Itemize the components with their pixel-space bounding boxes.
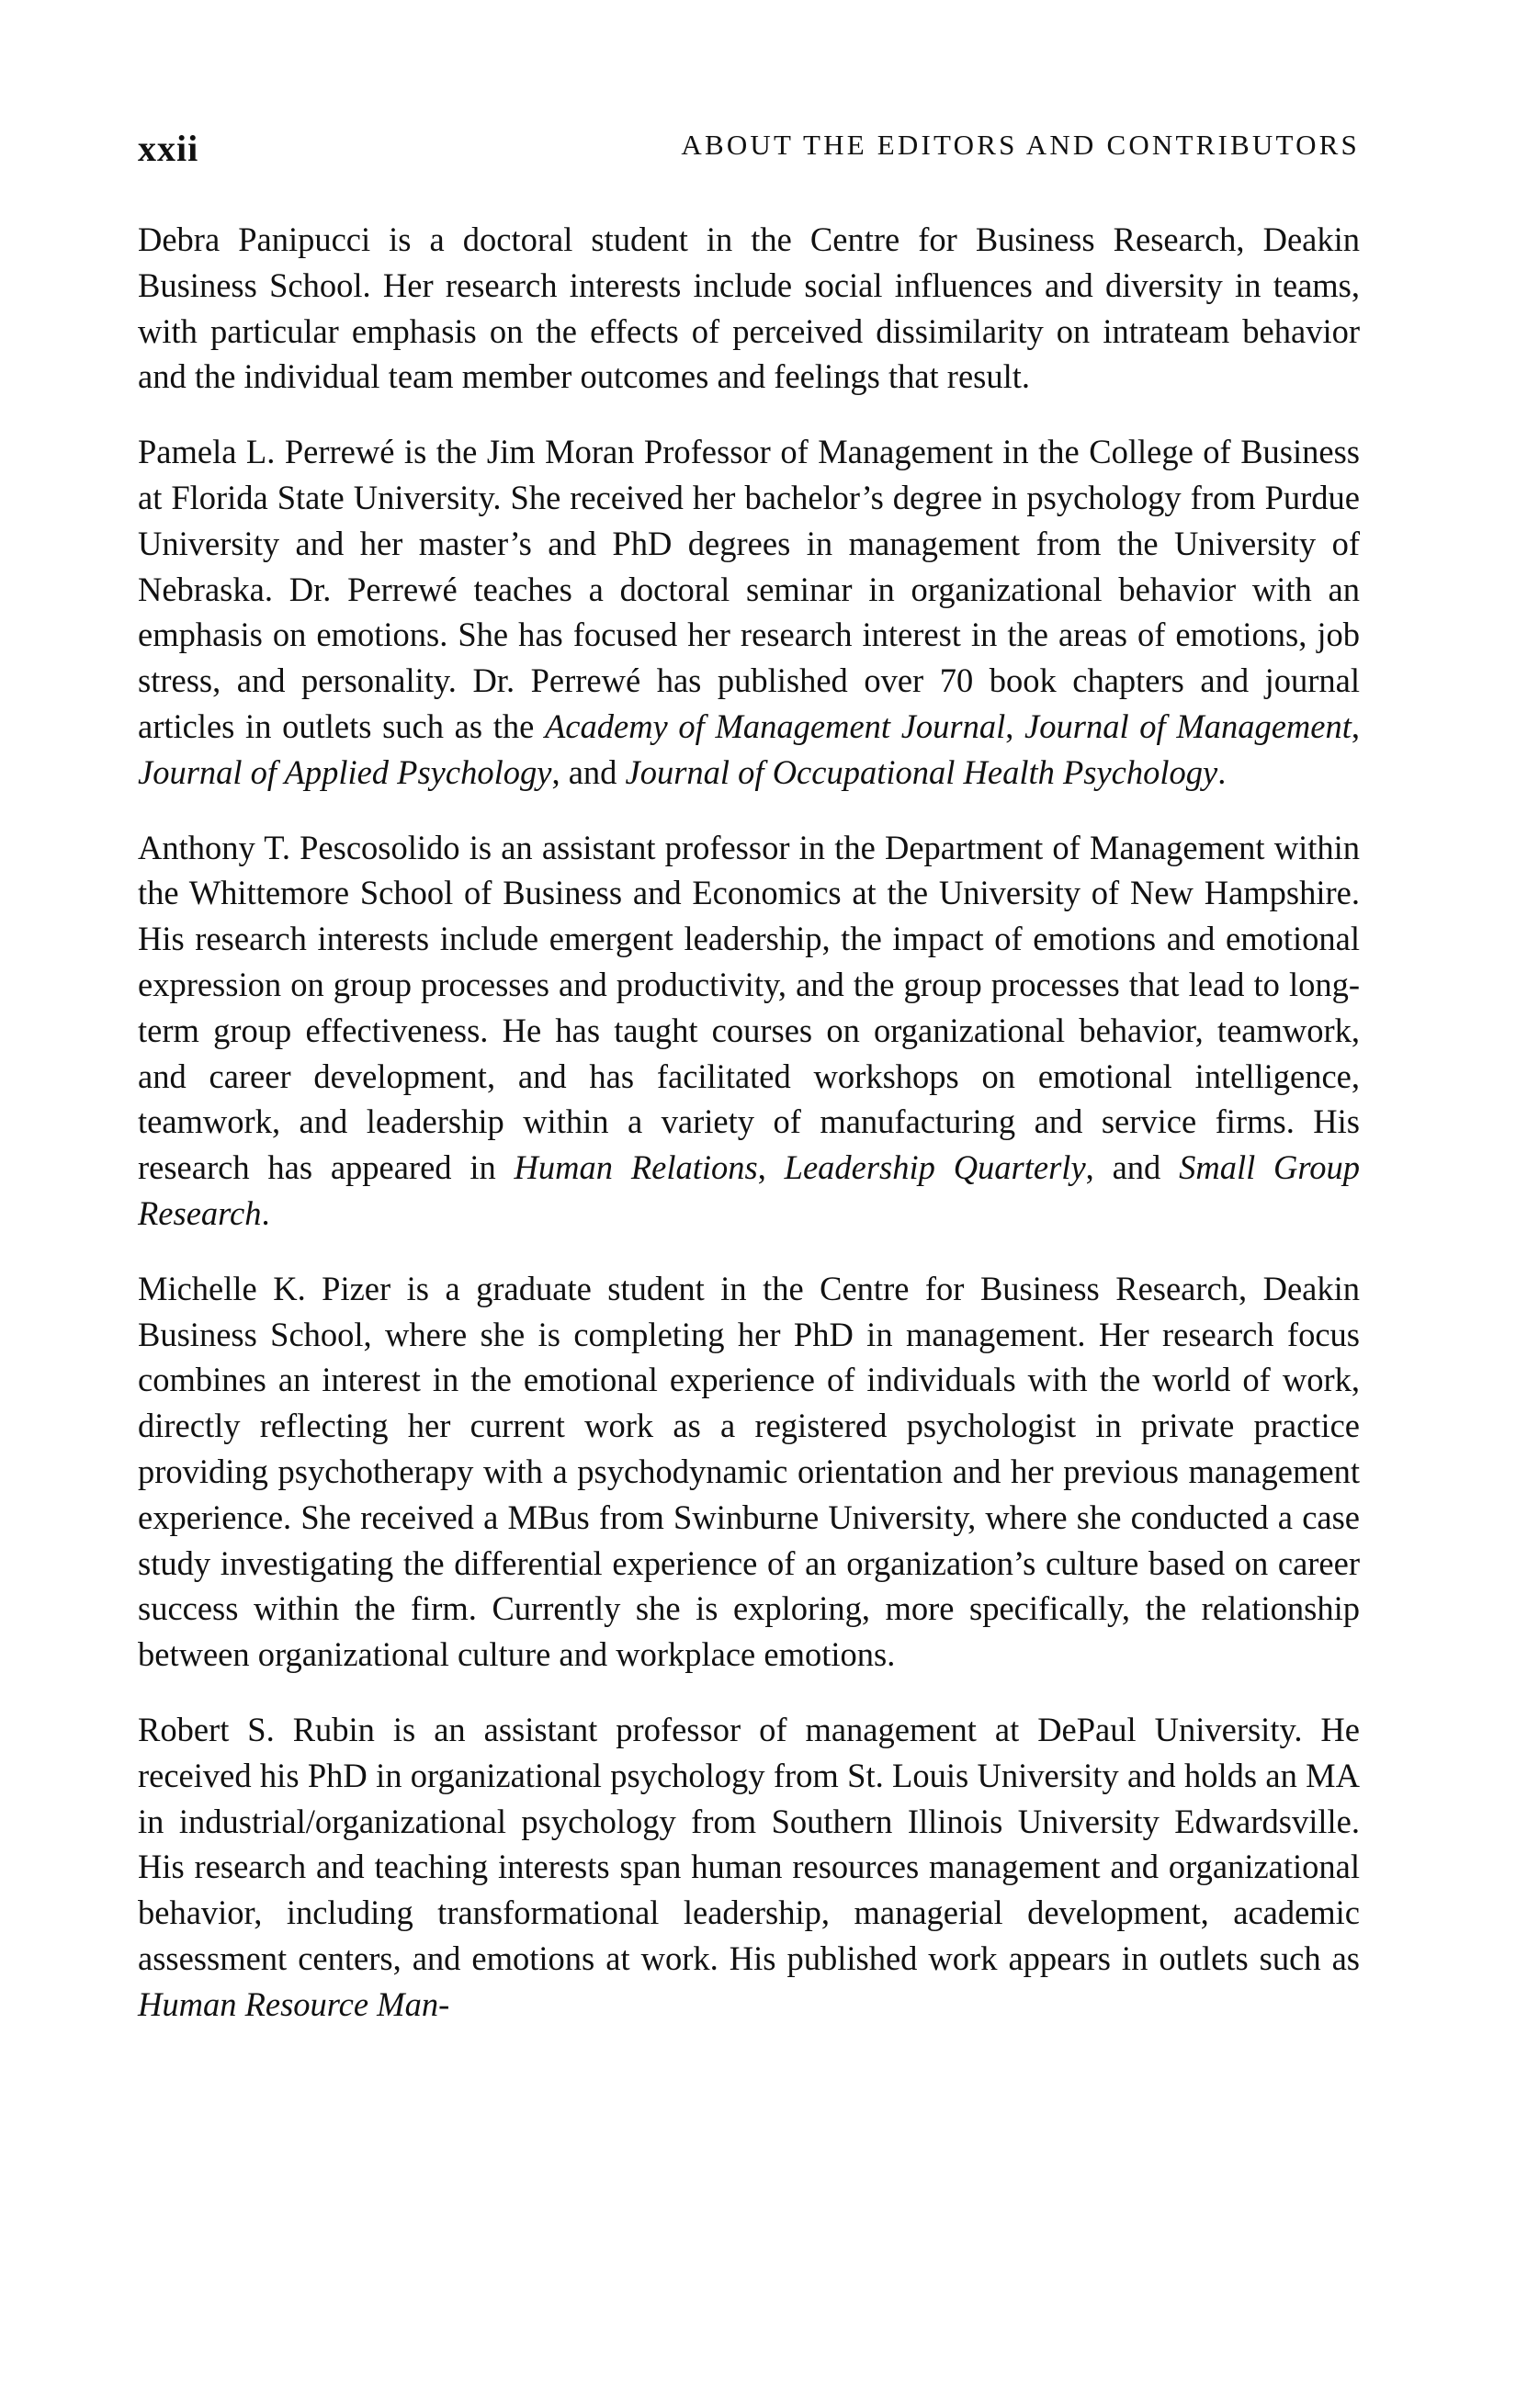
page-number: xxii xyxy=(138,128,199,169)
journal-title: Human Relations xyxy=(514,1148,758,1187)
journal-title: Journal of Applied Psychology xyxy=(138,752,552,791)
bio-text: . xyxy=(1217,752,1227,791)
bio-text: Robert S. Rubin is an assistant professor of management at DePaul University. He received his PhD in organizational psychology from St. Louis University and holds an MA in industrial/organizational psychology from Southern Illinois University Edwardsville. His research and teaching interests span human resources management and organizational behavior, including transformational leadership, managerial development, academic assessment centers, and emotions at work. His published work appears in outlets such as xyxy=(138,1710,1360,1977)
bio-text: , and xyxy=(551,752,626,791)
journal-title: Human Resource Man- xyxy=(138,1984,450,2023)
contributor-entry-panipucci xyxy=(138,217,1360,400)
bio-text: , xyxy=(1005,707,1025,745)
page-header xyxy=(138,127,1360,182)
journal-title: Leadership Quarterly xyxy=(784,1148,1086,1187)
bio-text: Debra Panipucci is a doctoral student in the Centre for Business Research, Deakin Business School. Her research interests include social influences and diversity in teams, with particular emphasis on the effects of perceived dissimilarity on intrateam behavior and the individual team member outcomes and feelings that result. xyxy=(138,220,1360,396)
bio-text: , xyxy=(757,1148,785,1187)
contributor-entry-rubin xyxy=(138,1707,1360,2028)
contributor-entry-pescosolido xyxy=(138,825,1360,1237)
journal-title: Academy of Management Journal xyxy=(545,707,1006,745)
journal-title: Journal of Occupational Health Psychology xyxy=(625,752,1218,791)
running-head: ABOUT THE EDITORS AND CONTRIBUTORS xyxy=(681,129,1360,161)
bio-text: , and xyxy=(1085,1148,1180,1187)
bio-text: . xyxy=(261,1193,270,1232)
journal-title: Journal of Management xyxy=(1024,707,1352,745)
contributor-entry-pizer xyxy=(138,1266,1360,1678)
journal-title: Small Group Research xyxy=(138,1148,1361,1232)
bio-text: Michelle K. Pizer is a graduate student in the Centre for Business Research, Deakin Business School, where she is completing her PhD in management. Her research focus combines an interest in the emotional experience of individuals with the world of work, directly reflecting her current work as a registered psychologist in private practice providing psychotherapy with a psychodynamic orientation and her previous management experience. She received a MBus from Swinburne University, where she conducted a case study investigating the differential experience of an organization’s culture based on career success within the firm. Currently she is exploring, more specifically, the relationship between organizational culture and workplace emotions. xyxy=(138,1269,1360,1674)
contributor-entry-perrewe xyxy=(138,429,1360,795)
bio-text: Anthony T. Pescosolido is an assistant professor in the Department of Management within the Whittemore School of Business and Economics at the University of New Hampshire. His research interests include emergent leadership, the impact of emotions and emotional expression on group processes and productivity, and the group processes that lead to long-term group effectiveness. He has taught courses on organizational behavior, teamwork, and career development, and has facilitated workshops on emotional intelligence, teamwork, and leadership within a variety of manufacturing and service firms. His research has appeared in xyxy=(138,828,1360,1187)
contributor-list xyxy=(138,217,1360,2056)
bio-text: , xyxy=(1351,707,1360,745)
bio-text: Pamela L. Perrewé is the Jim Moran Professor of Management in the College of Business at Florida State University. She received her bachelor’s degree in psychology from Purdue University and her master’s and PhD degrees in management from the University of Nebraska. Dr. Perrewé teaches a doctoral seminar in organizational behavior with an emphasis on emotions. She has focused her research interest in the areas of emotions, job stress, and personality. Dr. Perrewé has published over 70 book chapters and journal articles in outlets such as the xyxy=(138,433,1360,745)
